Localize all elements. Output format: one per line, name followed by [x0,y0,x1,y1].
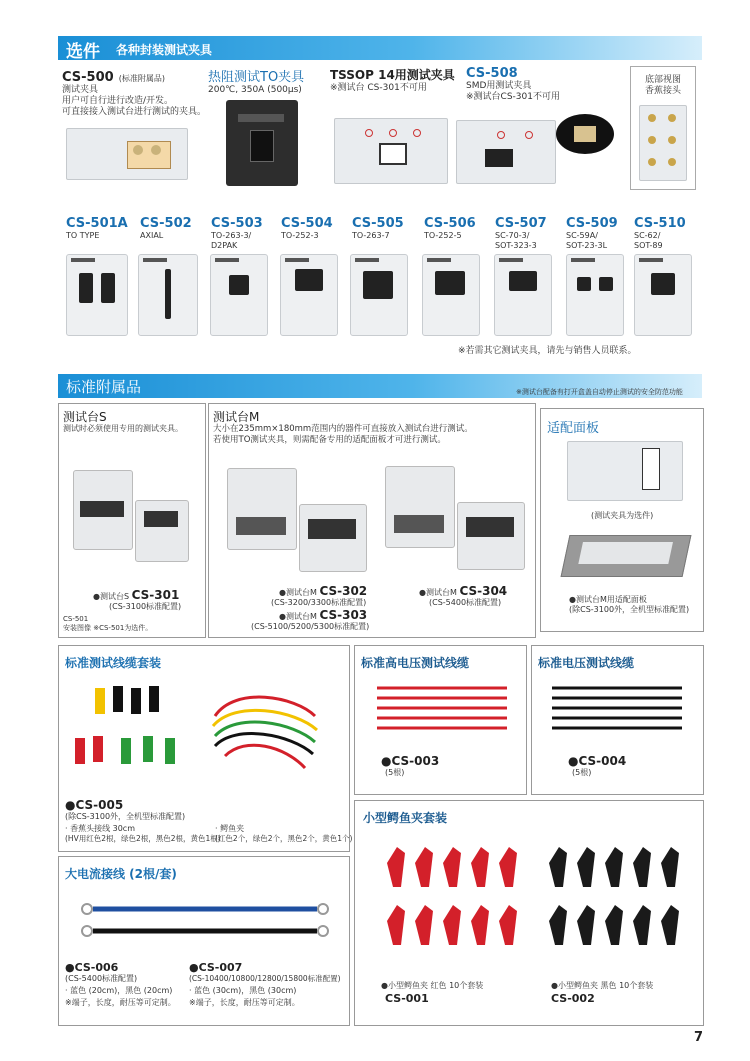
cs006-model: ●CS-006 [65,961,119,974]
fixture-package: TO-263-7 [352,231,390,240]
stand-s-desc: 测试时必须使用专用的测试夹具。 [63,424,183,433]
adapter-title: 适配面板 [547,421,600,436]
cs500-line1: 测试夹具 [62,85,99,95]
adapter-panel-box [540,408,704,632]
fixture-model: CS-510 [634,216,686,231]
banana-plugs [75,686,175,764]
fixture-509 [566,216,618,251]
cs500-line2: 用户可自行进行改造/开发。 [62,96,174,106]
to-fixture-block [208,66,304,96]
fixture-503-photo [210,254,268,336]
cs508-zoom-circle [556,114,614,154]
stand-m-cs304-caption [419,586,507,598]
cable-set-photo [65,676,343,794]
stand-s-bullet: ●测试台S [93,592,130,601]
fixture-506 [424,216,476,241]
clip-black-model: CS-002 [551,992,595,1005]
stand-m-photo-3 [385,466,455,548]
clip-set-box [354,800,704,1026]
tssop-title: TSSOP 14用测试夹具 [330,68,455,82]
cs005-r1: · 鳄鱼夹 [215,824,245,833]
adapter-photo-2 [561,535,692,577]
cs007-l1: · 蓝色 (30cm)，黑色 (30cm) [189,986,297,995]
stand-s-title: 测试台S [63,410,107,424]
section-subtitle: 各种封装测试夹具 [116,43,213,57]
fixture-model: CS-504 [281,216,333,231]
cs005-l1: · 香蕉头接线 30cm [65,824,135,833]
bottom-view-line2: 香蕉接头 [645,86,682,96]
cs007-model: ●CS-007 [189,961,243,974]
fixture-501a-photo [66,254,128,336]
cs006-sub: (CS-5400标准配置) [65,974,138,983]
current-cable-box [58,856,350,1026]
clip-red-model: CS-001 [385,992,429,1005]
stand-m-title: 测试台M [213,410,260,424]
clip-photo [381,839,681,969]
stand-m-photo-2 [299,504,367,572]
fixture-503 [211,216,263,251]
cs500-model: CS-500 [62,70,114,85]
section-options-banner [58,36,702,60]
cs302-bullet: ●测试台M [279,588,317,597]
cs303-sub: (CS-5100/5200/5300标准配置) [251,622,370,631]
fixture-510 [634,216,686,251]
fixture-506-photo [422,254,480,336]
fixture-package: AXIAL [140,231,164,240]
cs007-sub: (CS-10400/10800/12800/15800标准配置) [189,974,341,983]
fixture-package-2: SOT-323-3 [495,241,537,250]
cs304-sub: (CS-5400标准配置) [429,598,502,607]
cs006-l1: · 蓝色 (20cm)，黑色 (20cm) [65,986,173,995]
cs005-model: CS-005 [75,798,124,812]
cs304-model: CS-304 [459,584,508,598]
fixture-509-photo [566,254,624,336]
fixture-504-photo [280,254,338,336]
tssop-note: ※测试台 CS-301不可用 [330,83,427,93]
tssop-block [330,66,455,94]
tssop-photo [334,118,448,184]
banana-jacks-photo [639,105,687,181]
clip-red-cap: ●小型鳄鱼夹 红色 10个套装 [381,981,484,990]
cs508-photo [456,120,556,184]
stand-m-photo-1 [227,468,297,550]
cs304-bullet: ●测试台M [419,588,457,597]
hv-cable-photo [367,680,517,740]
adapter-cap2b: (除CS-3100外，全机型标准配置) [569,605,690,614]
stand-s-model: CS-301 [131,588,180,602]
cs007-l2: ※端子，长度，耐压等可定制。 [189,998,300,1007]
cs005-l2: (HV用红色2根，绿色2根，黑色2根，黄色1根) [65,834,221,843]
v-cable-box [531,645,704,795]
stand-m-photo-4 [457,502,525,570]
cs500-photo [66,128,188,180]
to-fixture-photo [226,100,298,186]
section1-footnote: ※若需其它测试夹具，请先与销售人员联系。 [458,346,637,356]
cable-set-title: 标准测试线缆套装 [65,656,162,670]
stand-s-caption [93,590,179,602]
fixture-package: TO TYPE [66,231,100,240]
cs005-model-wrap: ●CS-005 [65,798,124,812]
bottom-view-line1: 底部视图 [645,75,682,85]
clip-title: 小型鳄鱼夹套装 [363,811,448,825]
fixture-model: CS-503 [211,216,263,231]
fixture-507-photo [494,254,552,336]
v-title: 标准电压测试线缆 [538,656,635,670]
adapter-cap2a: ●测试台M用适配面板 [569,595,647,604]
stand-s-box [58,403,206,638]
hv-cable-box [354,645,527,795]
section-title: 选件 [66,42,100,62]
cs005-r2: (红色2个，绿色2个，黑色2个，黄色1个) [215,834,353,843]
cs302-model: CS-302 [319,584,368,598]
stand-m-desc1: 大小在235mm×180mm范围内的器件可直接放入测试台进行测试。 [213,424,473,434]
fixture-model: CS-507 [495,216,547,231]
stand-s-photo-1 [73,470,133,550]
stand-m-box [208,403,536,638]
fixture-package: TO-263-3/ [211,231,252,240]
fixture-505 [352,216,404,241]
fixture-package-2: D2PAK [211,241,238,250]
bottom-view-box [630,66,696,190]
cs303-bullet: ●测试台M [279,612,317,621]
current-cable-photo [77,897,333,943]
cs500-tag: (标准附属品) [118,74,166,83]
fixture-505-photo [350,254,408,336]
fixture-package: SC-70-3/ [495,231,530,240]
fixture-507 [495,216,547,251]
stand-s-sub: (CS-3100标准配置) [109,602,182,611]
cs006-l2: ※端子，长度，耐压等可定制。 [65,998,176,1007]
fixture-502 [140,216,192,241]
stand-m-desc2: 若使用TO测试夹具，则需配备专用的适配面板才可进行测试。 [213,435,446,445]
clip-black-cap: ●小型鳄鱼夹 黑色 10个套装 [551,981,654,990]
v-model: ●CS-004 [568,754,627,768]
stand-m-cs303-caption [279,610,367,622]
fixture-package-2: SOT-23-3L [566,241,608,250]
fixture-model: CS-506 [424,216,476,231]
section2-title: 标准附属品 [66,378,142,396]
cs508-block [466,66,560,103]
stand-s-photo-2 [135,500,189,562]
fixture-package: SC-59A/ [566,231,598,240]
to-title: 热阻测试TO夹具 [208,70,305,85]
page-number: 7 [694,1030,704,1045]
fixture-package: TO-252-5 [424,231,462,240]
fixture-model: CS-505 [352,216,404,231]
fixture-model: CS-502 [140,216,192,231]
cs500-block [62,66,206,118]
section2-note: ※测试台配备有打开盒盖自动停止测试的安全防范功能 [516,388,683,396]
fixture-model: CS-509 [566,216,618,231]
hv-sub: (5根) [385,768,405,777]
fixture-model: CS-501A [66,216,128,231]
hv-model: ●CS-003 [381,754,440,768]
fixture-package-2: SOT-89 [634,241,663,250]
hv-title: 标准高电压测试线缆 [361,656,470,670]
cs005-sub: (除CS-3100外，全机型标准配置) [65,812,186,821]
v-sub: (5根) [572,768,592,777]
cs508-line2: ※测试台CS-301不可用 [466,92,560,102]
fixture-package: TO-252-3 [281,231,319,240]
stand-m-cs302-caption [279,586,367,598]
cable-set-box [58,645,353,852]
adapter-photo-1 [567,441,683,501]
fixture-510-photo [634,254,692,336]
alligator-clip-leads [213,697,317,768]
fixture-package: SC-62/ [634,231,661,240]
v-cable-photo [542,680,692,740]
fixture-502-photo [138,254,198,336]
fixture-501a [66,216,128,241]
cs302-sub: (CS-3200/3300标准配置) [271,598,367,607]
adapter-cap1: (测试夹具为选件) [591,511,654,520]
cs508-model: CS-508 [466,66,518,81]
stand-s-foot1: CS-501 [63,615,89,623]
to-spec: 200℃, 350A (500μs) [208,85,302,95]
stand-s-foot2: 安装图像 ※CS-501为选件。 [63,624,153,632]
fixture-504 [281,216,333,241]
cs500-line3: 可直接接入测试台进行测试的夹具。 [62,107,207,117]
cs508-line1: SMD用测试夹具 [466,81,532,91]
cs303-model: CS-303 [319,608,368,622]
current-title: 大电流接线 (2根/套) [65,867,177,881]
